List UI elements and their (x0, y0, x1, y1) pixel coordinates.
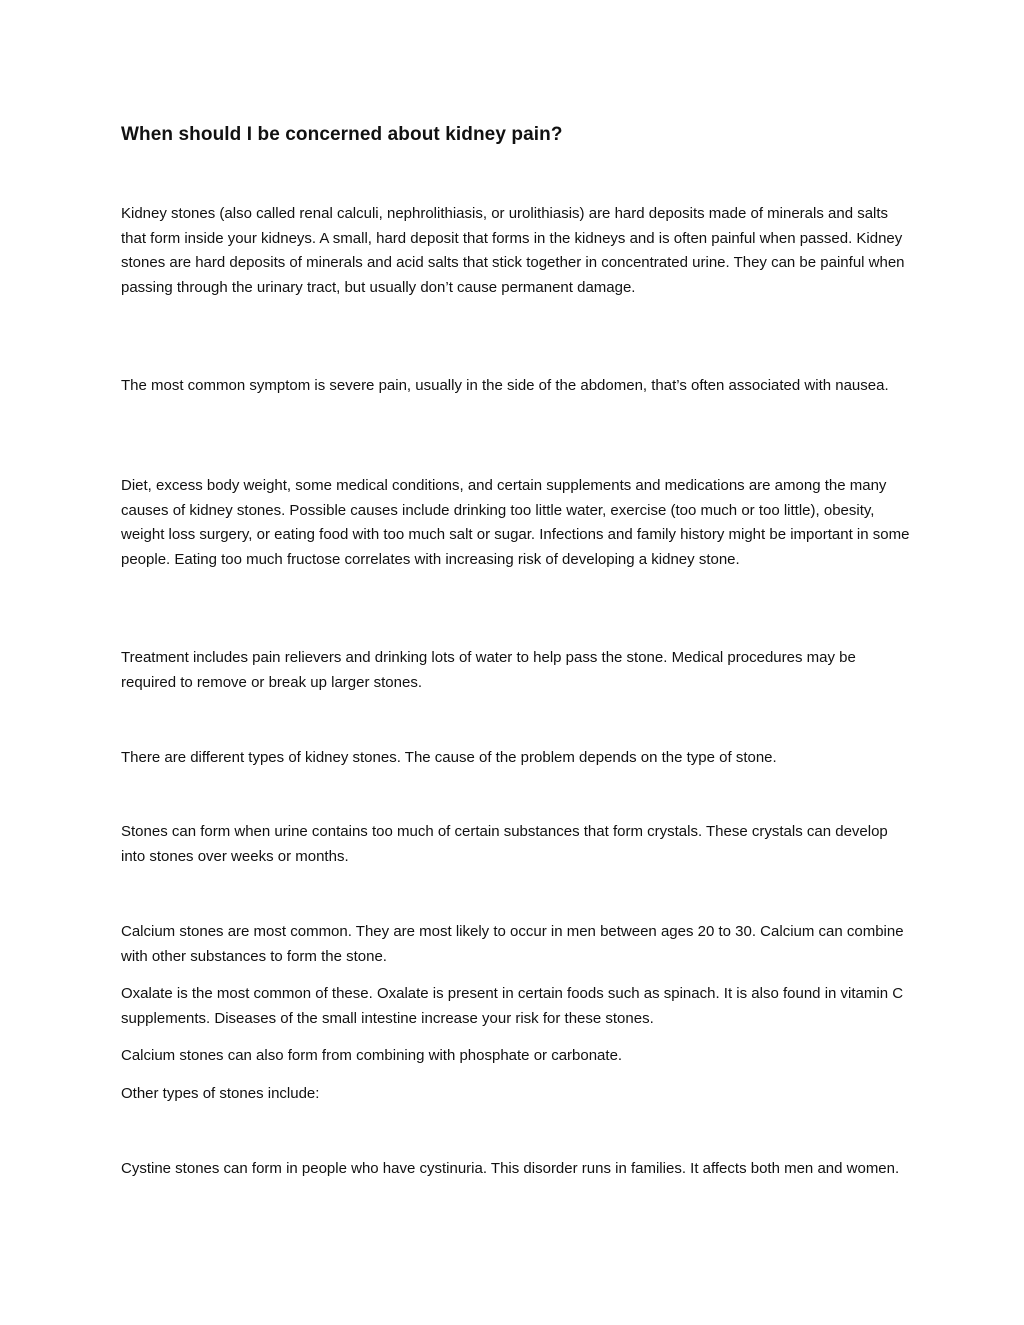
paragraph-causes: Diet, excess body weight, some medical conditions, and certain supplements and medications are among the many causes of kidney stones. Possible causes include drinking too little water, exercise (too much or too little), obesity, weight loss surgery, or eating food with too much salt or sugar. Infections and family history might be important in some people. Eating too much fructose correlates with increasing risk of developing a kidney stone. (121, 477, 910, 568)
paragraph-stone-types: There are different types of kidney stones. The cause of the problem depends on the type of stone. (121, 749, 777, 766)
paragraph-crystal-formation: Stones can form when urine contains too much of certain substances that form crystals. These crystals can develop into stones over weeks or months. (121, 823, 888, 865)
paragraph-common-symptom: The most common symptom is severe pain, usually in the side of the abdomen, that’s often associated with nausea. (121, 377, 889, 394)
paragraph-kidney-stones-definition: Kidney stones (also called renal calculi, nephrolithiasis, or urolithiasis) are hard deposits made of minerals and salts that form inside your kidneys. A small, hard deposit that forms in the kidneys and is often painful when passed. Kidney stones are hard deposits of minerals and acid salts that stick together in concentrated urine. They can be painful when passing through the urinary tract, but usually don’t cause permanent damage. (121, 205, 905, 296)
paragraph-oxalate: Oxalate is the most common of these. Oxalate is present in certain foods such as spinach. It is also found in vitamin C supplements. Diseases of the small intestine increase your risk for these stones. (121, 985, 904, 1027)
page-title: When should I be concerned about kidney pain? (121, 124, 563, 145)
paragraph-cystine-stones: Cystine stones can form in people who have cystinuria. This disorder runs in families. It affects both men and women. (121, 1160, 900, 1177)
paragraph-calcium-stones: Calcium stones are most common. They are most likely to occur in men between ages 20 to 30. Calcium can combine with other substances to form the stone. (121, 923, 904, 965)
paragraph-other-types: Other types of stones include: (121, 1085, 320, 1102)
paragraph-phosphate-carbonate: Calcium stones can also form from combining with phosphate or carbonate. (121, 1047, 623, 1064)
paragraph-treatment: Treatment includes pain relievers and drinking lots of water to help pass the stone. Medical procedures may be required to remove or break up larger stones. (121, 649, 856, 691)
